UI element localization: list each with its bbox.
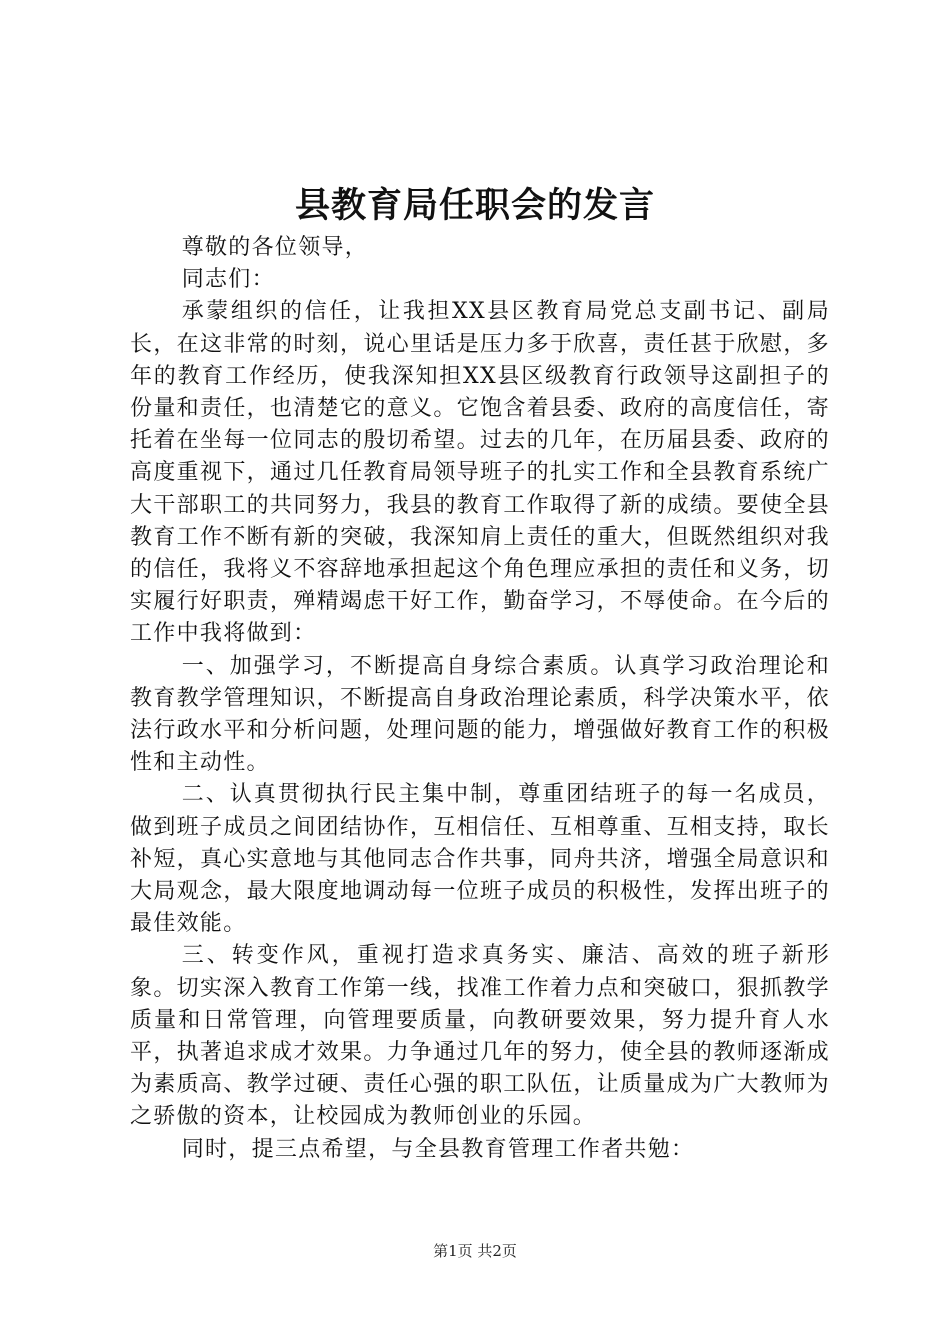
- salutation-leaders: 尊敬的各位领导，: [181, 235, 369, 260]
- page-number-footer: 第1页 共2页: [433, 1242, 517, 1260]
- paragraph-point-2: 二、认真贯彻执行民主集中制，尊重团结班子的每一名成员，做到班子成员之间团结协作，互相信任、互相尊重、互相支持，取长补短，真心实意地与其他同志合作共事，同舟共济，增强全局意识和大局观念，最大限度地调动每一位班子成员的积极性，发挥出班子的最佳效能。: [130, 782, 830, 937]
- salutation-comrades: 同志们：: [181, 267, 275, 293]
- document-body: [130, 232, 830, 1166]
- document-title: 县教育局任职会的发言: [294, 185, 655, 226]
- paragraph-intro: 承蒙组织的信任，让我担XX县区教育局党总支副书记、副局长，在这非常的时刻，说心里话是压力多于欣喜，责任甚于欣慰，多年的教育工作经历，使我深知担XX县区级教育行政领导这副担子的份量和责任，也清楚它的意义。它饱含着县委、政府的高度信任，寄托着在坐每一位同志的殷切希望。过去的几年，在历届县委、政府的高度重视下，通过几任教育局领导班子的扎实工作和全县教育系统广大干部职工的共同努力，我县的教育工作取得了新的成绩。要使全县教育工作不断有新的突破，我深知肩上责任的重大，但既然组织对我的信任，我将义不容辞地承担起这个角色理应承担的责任和义务，切实履行好职责，殚精竭虑干好工作，勤奋学习，不辱使命。在今后的工作中我将做到：: [130, 299, 830, 647]
- paragraph-hopes: 同时，提三点希望，与全县教育管理工作者共勉：: [181, 1136, 695, 1162]
- paragraph-point-1: 一、加强学习，不断提高自身综合素质。认真学习政治理论和教育教学管理知识，不断提高自身政治理论素质，科学决策水平，依法行政水平和分析问题，处理问题的能力，增强做好教育工作的积极性和主动性。: [130, 653, 830, 776]
- paragraph-point-3: 三、转变作风，重视打造求真务实、廉洁、高效的班子新形象。切实深入教育工作第一线，找准工作着力点和突破口，狠抓教学质量和日常管理，向管理要质量，向教研要效果，努力提升育人水平，执著追求成才效果。力争通过几年的努力，使全县的教师逐渐成为素质高、教学过硬、责任心强的职工队伍，让质量成为广大教师为之骄傲的资本，让校园成为教师创业的乐园。: [130, 943, 830, 1130]
